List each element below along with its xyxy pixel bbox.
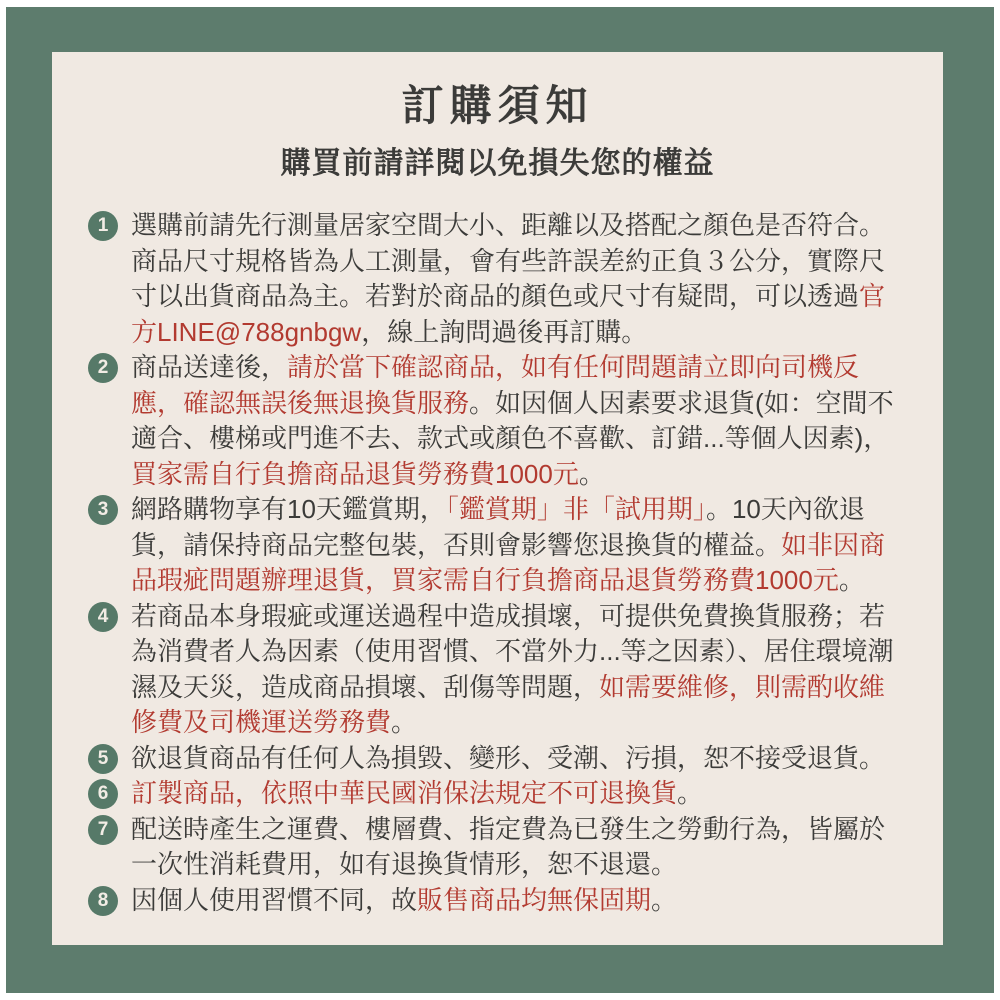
page-subtitle: 購買前請詳閱以免損失您的權益 bbox=[280, 147, 715, 180]
notice-item-text bbox=[131, 492, 907, 599]
normal-text: 。 bbox=[651, 884, 678, 915]
notice-item bbox=[88, 776, 907, 812]
item-number-badge: 2 bbox=[88, 353, 118, 383]
highlighted-text: 販售商品均無保固期 bbox=[417, 884, 652, 915]
normal-text: 。10天內欲退貨，請保持商品完整包裝，否則會影響您退換貨的權益。 bbox=[131, 494, 865, 560]
notice-item-text bbox=[131, 741, 907, 777]
page-title: 訂購須知 bbox=[401, 82, 594, 129]
normal-text: 網路購物享有10天鑑賞期， bbox=[131, 494, 446, 524]
normal-text: 選購前請先行測量居家空間大小、距離以及搭配之顏色是否符合。商品尺寸規格皆為人工測量，會有些許誤差約正負３公分，實際尺寸以出貨商品為主。若對於商品的顏色或尺寸有疑問，可以透過 bbox=[131, 210, 886, 311]
item-number-badge: 4 bbox=[88, 602, 118, 632]
notice-item bbox=[88, 350, 907, 492]
notice-item-text bbox=[131, 208, 907, 350]
normal-text: 。 bbox=[677, 778, 704, 808]
notice-item-text bbox=[131, 350, 907, 492]
item-number-badge: 8 bbox=[88, 886, 118, 916]
normal-text: 商品送達後， bbox=[131, 352, 288, 382]
normal-text: 若商品本身瑕疵或運送過程中造成損壞，可提供免費換貨服務；若為消費者人為因素（使用習慣、不當外力...等之因素）、居住環境潮濕及天災，造成商品損壞、刮傷等問題， bbox=[131, 600, 894, 702]
highlighted-text: 如需要維修，則需酌收維修費及司機運送勞務費 bbox=[131, 671, 886, 737]
notice-item-text bbox=[131, 883, 907, 919]
highlighted-text: 如非因商品瑕疵問題辦理退貨，買家需自行負擔商品退貨勞務費1000元 bbox=[131, 529, 886, 595]
green-frame bbox=[6, 7, 994, 993]
notice-list bbox=[88, 208, 907, 918]
item-number-badge: 7 bbox=[88, 815, 118, 845]
notice-item bbox=[88, 883, 907, 919]
notice-item-text bbox=[131, 812, 907, 883]
notice-item bbox=[88, 208, 907, 350]
normal-text: 。如因個人因素要求退貨(如：空間不適合、樓梯或門進不去、款式或顏色不喜歡、訂錯...等個人因素)， bbox=[131, 387, 894, 453]
notice-item bbox=[88, 741, 907, 777]
normal-text: 。 bbox=[578, 458, 605, 489]
item-number-badge: 1 bbox=[88, 211, 118, 241]
notice-item bbox=[88, 812, 907, 883]
normal-text: 。 bbox=[391, 707, 418, 737]
highlighted-text: 買家需自行負擔商品退貨勞務費1000元 bbox=[131, 458, 579, 489]
highlighted-text: 「鑑賞期」非「試用期」 bbox=[445, 494, 706, 524]
normal-text: ，線上詢問過後再訂購。 bbox=[361, 316, 648, 347]
highlighted-text: 訂製商品，依照中華民國消保法規定不可退換貨 bbox=[131, 778, 678, 808]
normal-text: 欲退貨商品有任何人為損毀、變形、受潮、污損，恕不接受退貨。 bbox=[131, 742, 886, 773]
item-number-badge: 5 bbox=[88, 744, 118, 774]
normal-text: 配送時產生之運費、樓層費、指定費為已發生之勞動行為，皆屬於一次性消耗費用，如有退換貨情形，恕不退還。 bbox=[131, 813, 886, 879]
item-number-badge: 3 bbox=[88, 495, 118, 525]
notice-item-text bbox=[131, 599, 907, 741]
notice-item-text bbox=[131, 776, 907, 812]
normal-text: 因個人使用習慣不同，故 bbox=[131, 884, 418, 915]
notice-item bbox=[88, 599, 907, 741]
item-number-badge: 6 bbox=[88, 779, 118, 809]
notice-card bbox=[52, 52, 943, 945]
highlighted-text: 請於當下確認商品，如有任何問題請立即向司機反應，確認無誤後無退換貨服務 bbox=[131, 352, 860, 418]
notice-item bbox=[88, 492, 907, 599]
normal-text: 。 bbox=[838, 565, 865, 595]
highlighted-text: 官方LINE@788gnbgw bbox=[131, 281, 886, 347]
